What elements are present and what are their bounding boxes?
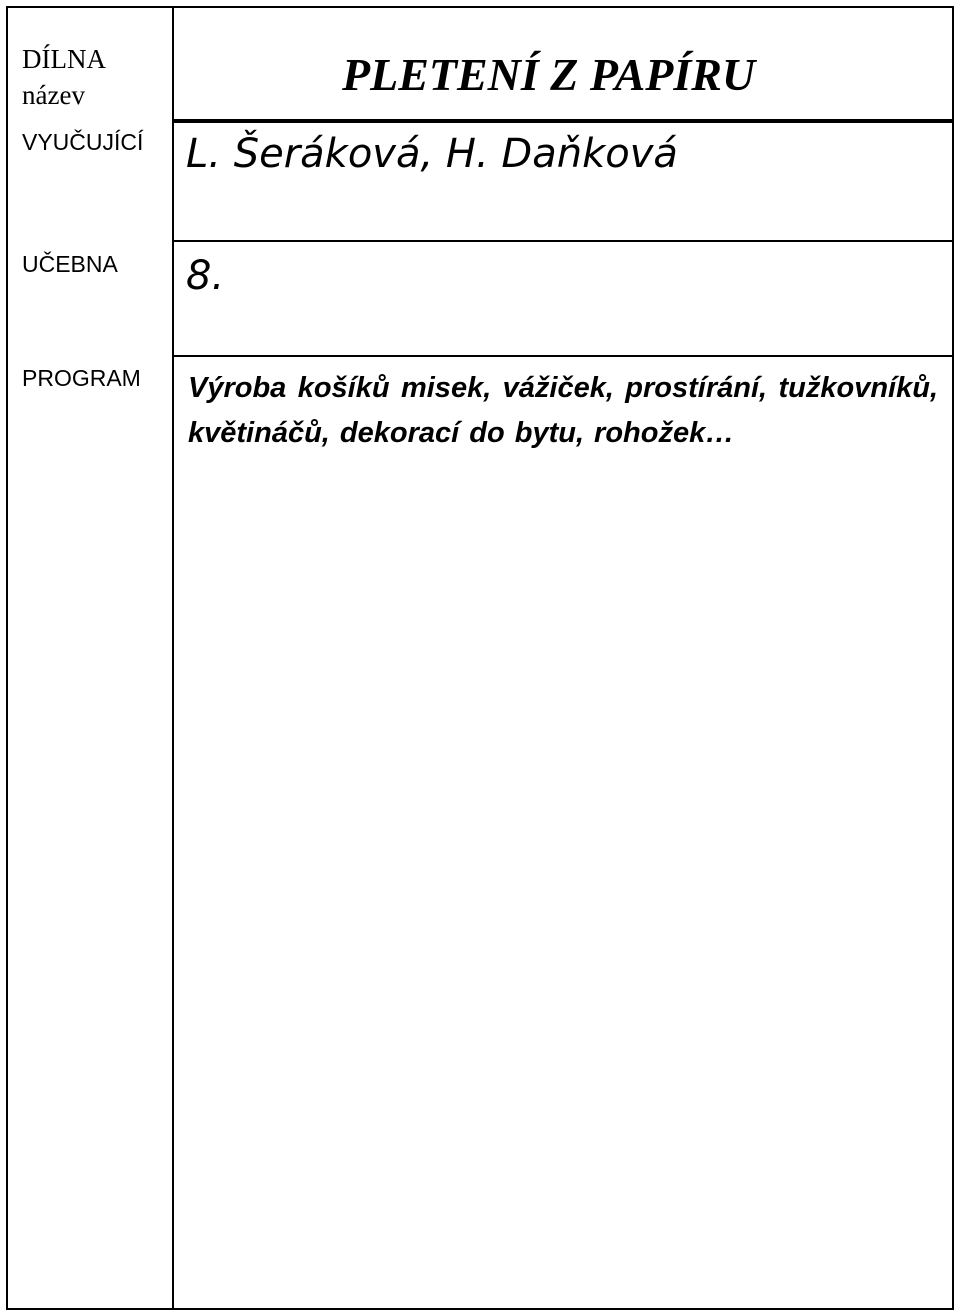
teacher-label: VYUČUJÍCÍ <box>22 129 144 155</box>
column-divider <box>172 6 174 1310</box>
name-label: název <box>22 80 85 110</box>
room-number: 8. <box>186 253 225 299</box>
workshop-title: PLETENÍ Z PAPÍRU <box>342 49 756 100</box>
teacher-names: L. Šeráková, H. Daňková <box>186 131 678 177</box>
room-label: UČEBNA <box>22 251 118 277</box>
teacher-divider <box>172 240 954 242</box>
program-label: PROGRAM <box>22 365 141 391</box>
workshop-label: DÍLNA <box>22 44 106 74</box>
document-frame <box>6 6 954 1310</box>
room-divider <box>172 355 954 357</box>
program-description: Výroba košíků misek, vážiček, prostírání, tužkovníků, květináčů, dekorací do bytu, rohožek… <box>188 372 938 449</box>
title-divider <box>172 119 954 123</box>
